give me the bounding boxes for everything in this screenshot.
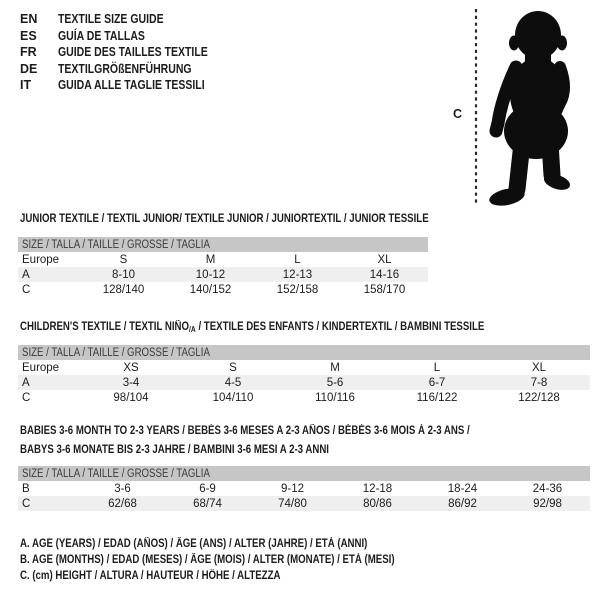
size-value-cell: XL <box>531 361 547 374</box>
footnote-text: C. (cm) HEIGHT / ALTURA / HAUTEUR / HÖHE / ALTEZZA <box>20 570 281 582</box>
language-code: FR <box>20 45 37 59</box>
size-value-cell: 12-18 <box>362 482 393 495</box>
row-label: C <box>22 283 31 296</box>
size-table-section <box>18 423 590 511</box>
size-value-cell: L <box>294 253 301 266</box>
size-header-label: SIZE / TALLA / TAILLE / GRÖSSE / TAGLIA <box>22 238 210 251</box>
footnote-text: A. AGE (YEARS) / EDAD (AÑOS) / ÂGE (ANS) / ALTER (JAHRE) / ETÀ (ANNI) <box>20 538 368 550</box>
table-row <box>18 252 428 267</box>
size-value-cell: L <box>433 361 441 374</box>
table-title-text: / TEXTILE DES ENFANTS / KINDERTEXTIL / BAMBINI TESSILE <box>195 321 485 333</box>
size-table <box>18 237 428 297</box>
size-value-cell: 158/170 <box>363 283 406 296</box>
row-label: Europe <box>22 361 60 374</box>
table-title-text <box>20 319 484 338</box>
table-row <box>18 390 590 405</box>
table-title-text: JUNIOR TEXTILE / TEXTIL JUNIOR/ TEXTILE JUNIOR / JUNIORTEXTIL / JUNIOR TESSILE <box>20 213 429 225</box>
size-value-cell: 8-10 <box>111 268 136 281</box>
size-value-cell: 80/86 <box>363 497 392 510</box>
size-value-cell: 62/68 <box>108 497 137 510</box>
size-table <box>18 466 590 511</box>
table-title <box>20 423 590 442</box>
table-row <box>18 496 590 511</box>
size-header-bar <box>18 466 590 481</box>
row-label: C <box>22 391 31 404</box>
size-value-cell: M <box>330 361 340 374</box>
table-row <box>18 267 428 282</box>
table-title <box>20 319 590 338</box>
size-value-cell: 7-8 <box>530 376 548 389</box>
size-value-cell: 10-12 <box>195 268 226 281</box>
table-row <box>18 375 590 390</box>
size-value-cell: 9-12 <box>280 482 305 495</box>
size-value-cell: 74/80 <box>278 497 307 510</box>
language-guide-label: GUIDE DES TAILLES TEXTILE <box>58 45 208 59</box>
row-label: A <box>22 376 30 389</box>
table-row <box>18 282 428 297</box>
size-header-bar <box>18 237 428 252</box>
size-header-label: SIZE / TALLA / TAILLE / GRÖSSE / TAGLIA <box>22 346 210 359</box>
size-value-cell: 152/158 <box>276 283 319 296</box>
table-row <box>18 360 590 375</box>
table-title-text: BABYS 3-6 MONATE BIS 2-3 JAHRE / BAMBINI 3-6 MESI A 2-3 ANNI <box>20 444 329 456</box>
language-code: DE <box>20 61 38 76</box>
row-label: Europe <box>22 253 60 266</box>
footnote <box>20 552 466 568</box>
size-value-cell: 18-24 <box>447 482 478 495</box>
size-value-cell: 98/104 <box>113 391 149 404</box>
size-value-cell: 122/128 <box>518 391 560 404</box>
size-value-cell: 110/116 <box>315 391 355 404</box>
language-code: IT <box>20 78 32 92</box>
size-value-cell: 14-16 <box>369 268 400 281</box>
size-value-cell: 68/74 <box>193 497 222 510</box>
size-table-section <box>18 211 590 297</box>
size-value-cell: S <box>229 361 237 374</box>
size-value-cell: 3-4 <box>122 376 140 389</box>
figure-measure-label: C <box>453 107 463 121</box>
language-guide-label: TEXTILGRÖßENFÜHRUNG <box>58 61 192 76</box>
size-value-cell: 116/122 <box>416 391 458 404</box>
size-table <box>18 345 590 405</box>
language-guide-label: GUÍA DE TALLAS <box>58 28 145 43</box>
language-guide-label: GUIDA ALLE TAGLIE TESSILI <box>58 78 205 92</box>
footnote-text: B. AGE (MONTHS) / EDAD (MESES) / ÂGE (MOIS) / ALTER (MONATE) / ETÀ (MESI) <box>20 554 395 566</box>
size-value-cell: 128/140 <box>102 283 145 296</box>
table-title-subscript: /A <box>189 325 196 334</box>
size-value-cell: 4-5 <box>224 376 242 389</box>
table-row <box>18 481 590 496</box>
size-value-cell: 140/152 <box>189 283 232 296</box>
size-value-cell: XS <box>123 361 139 374</box>
table-title-text: CHILDREN'S TEXTILE / TEXTIL NIÑO <box>20 321 190 333</box>
size-header-row <box>18 237 428 252</box>
size-value-cell: 104/110 <box>212 391 254 404</box>
footnote <box>20 568 466 584</box>
table-title-text: BABIES 3-6 MONTH TO 2-3 YEARS / BEBÉS 3-6 MESES A 2-3 AÑOS / BÉBÉS 3-6 MOIS À 2-3 ANS / <box>20 425 470 437</box>
size-header-row <box>18 345 590 360</box>
size-value-cell: 3-6 <box>114 482 131 495</box>
table-title-line2 <box>20 442 590 459</box>
footnote <box>20 536 466 552</box>
size-value-cell: S <box>119 253 128 266</box>
language-code: EN <box>20 12 38 26</box>
row-label: C <box>22 497 31 510</box>
size-value-cell: M <box>205 253 216 266</box>
size-header-bar <box>18 345 590 360</box>
table-title-text <box>20 211 429 230</box>
size-value-cell: 86/92 <box>448 497 477 510</box>
footnotes <box>20 536 466 584</box>
size-header-row <box>18 466 590 481</box>
size-value-cell: 5-6 <box>326 376 344 389</box>
table-title <box>20 211 590 230</box>
size-table-section <box>18 319 590 405</box>
size-value-cell: 6-7 <box>428 376 446 389</box>
row-label: A <box>22 268 30 281</box>
size-value-cell: 24-36 <box>532 482 563 495</box>
size-header-label: SIZE / TALLA / TAILLE / GRÖSSE / TAGLIA <box>22 467 210 480</box>
size-value-cell: 12-13 <box>282 268 313 281</box>
language-guide-label: TEXTILE SIZE GUIDE <box>58 12 164 26</box>
row-label: B <box>22 482 30 495</box>
size-value-cell: 92/98 <box>533 497 562 510</box>
table-title-text <box>20 423 470 442</box>
language-code: ES <box>20 28 37 43</box>
size-value-cell: 6-9 <box>199 482 216 495</box>
size-value-cell: XL <box>377 253 392 266</box>
